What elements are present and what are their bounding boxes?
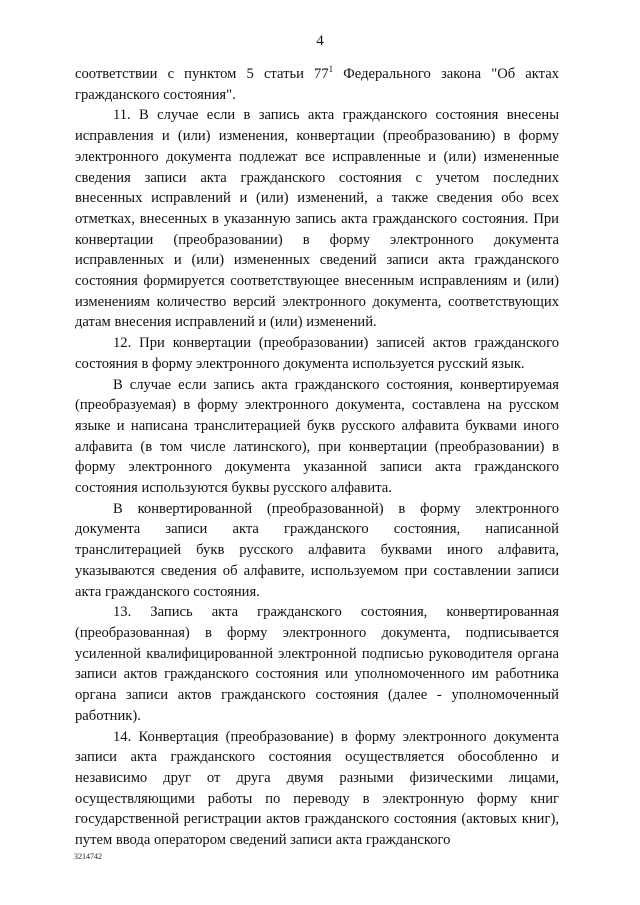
superscript: 1 [328, 64, 334, 74]
paragraph-continuation [75, 64, 559, 105]
paragraph-14: 14. Конвертация (преобразование) в форму электронного документа записи акта гражданского состояния осуществляется обособленно и независимо друг от друга двумя разными физическими лицами, осуществляющими работы по переводу в электронную форму книг государственной регистрации актов гражданского состояния (актовых книг), путем ввода оператором сведений записи акта гражданского [75, 728, 559, 849]
page-number: 4 [316, 33, 324, 49]
document-code: 3214742 [74, 852, 102, 861]
paragraph-12-alphabet: В конвертированной (преобразованной) в форму электронного документа записи акта гражданского состояния, написанной транслитерацией букв русского алфавита буквами иного алфавита, указываются сведения об алфавите, используемом при составлении записи акта гражданского состояния. [75, 500, 559, 600]
paragraph-text: Федерального закона "Об актах гражданского состояния". [75, 66, 559, 103]
paragraph-12-transliteration: В случае если запись акта гражданского состояния, конвертируемая (преобразуемая) в форму электронного документа, составлена на русском языке и написана транслитерацией букв русского алфавита буквами иного алфавита (в том числе латинского), при конвертации (преобразовании) в форму электронного документа указанной записи акта гражданского состояния используются буквы русского алфавита. [75, 376, 559, 497]
paragraph-12: 12. При конвертации (преобразовании) записей актов гражданского состояния в форму электронного документа используется русский язык. [75, 335, 559, 372]
document-body [75, 64, 559, 851]
paragraph-text: соответствии с пунктом 5 статьи 77 [75, 66, 329, 82]
paragraph-13: 13. Запись акта гражданского состояния, конвертированная (преобразованная) в форму электронного документа, подписывается усиленной квалифицированной электронной подписью руководителя органа записи актов гражданского состояния или уполномоченного им работника органа записи актов гражданского состояния (далее - уполномоченный работник). [75, 604, 559, 724]
paragraph-11: 11. В случае если в запись акта гражданского состояния внесены исправления и (или) изменения, конвертации (преобразованию) в форму электронного документа подлежат все исправленные и (или) измененные сведения записи акта гражданского состояния с учетом последних внесенных исправлений и (или) изменений, а также сведения обо всех отметках, внесенных в указанную запись акта гражданского состояния. При конвертации (преобразовании) в форму электронного документа исправленных и (или) измененных сведений записи акта гражданского состояния формируется соответствующее внесенным исправлениям и (или) изменениям количество версий электронного документа, соответствующих датам внесения исправлений и (или) изменений. [75, 107, 559, 331]
